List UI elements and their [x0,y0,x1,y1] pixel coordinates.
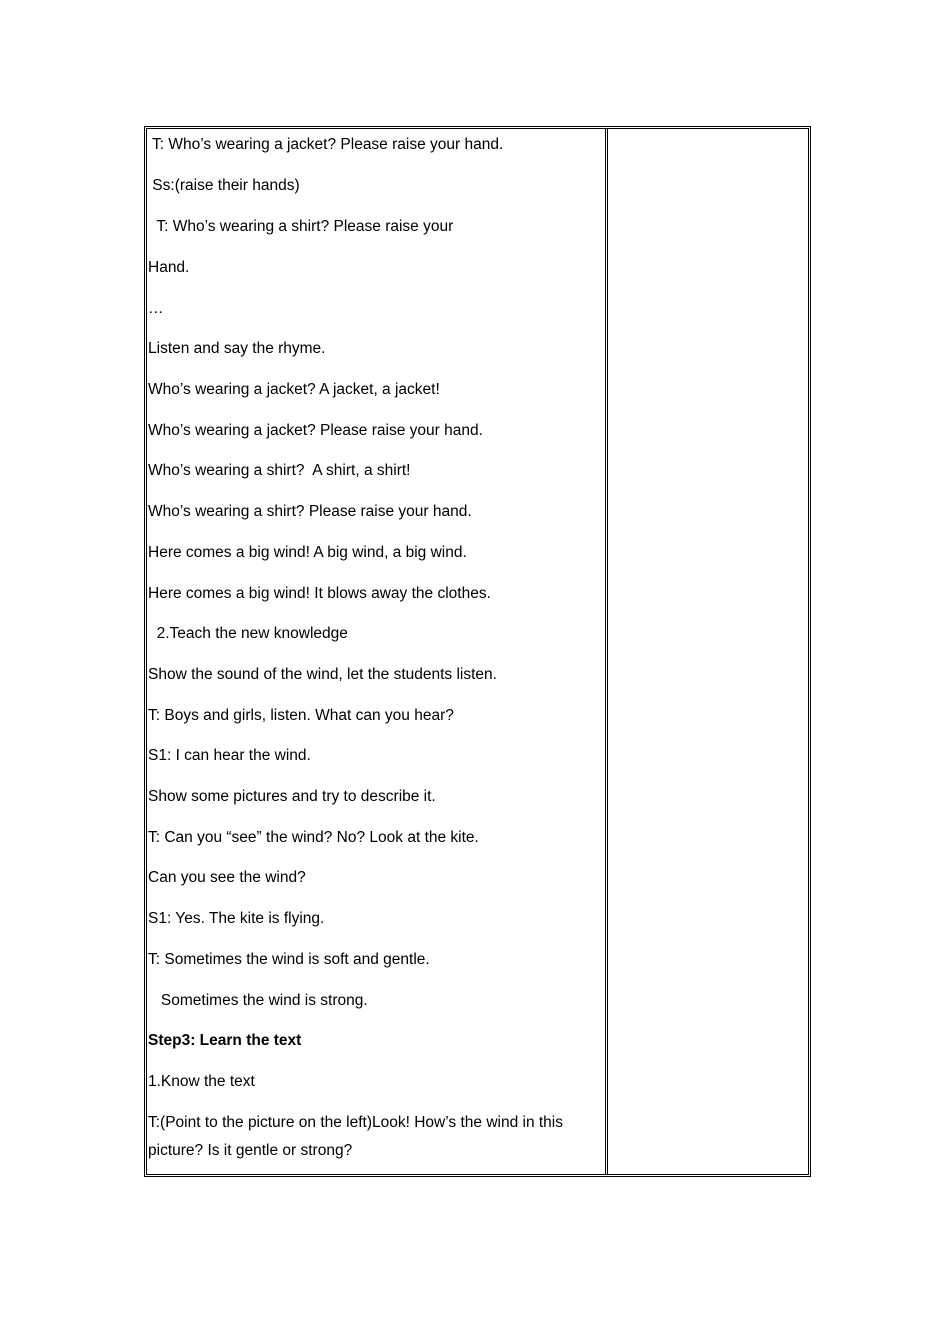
step-heading: Step3: Learn the text [148,1032,302,1049]
text-line: … [148,300,164,317]
text-line: S1: Yes. The kite is flying. [148,910,325,927]
text-line: Show some pictures and try to describe it. [148,788,436,805]
text-line: T: Sometimes the wind is soft and gentle. [148,951,430,968]
lesson-plan-table [144,126,811,1177]
text-line: Who’s wearing a shirt? A shirt, a shirt! [148,462,411,479]
text-line: Sometimes the wind is strong. [148,992,368,1009]
text-line: Who’s wearing a jacket? Please raise your hand. [148,422,483,439]
text-line: T: Boys and girls, listen. What can you hear? [148,707,454,724]
text-line: Who’s wearing a shirt? Please raise your hand. [148,503,472,520]
text-line: 1.Know the text [148,1073,255,1090]
text-line: T: Who’s wearing a shirt? Please raise your [148,218,454,235]
text-line: Ss:(raise their hands) [148,177,300,194]
text-line: Here comes a big wind! It blows away the clothes. [148,585,491,602]
text-line: S1: I can hear the wind. [148,747,311,764]
text-line: T:(Point to the picture on the left)Look! How’s the wind in this [148,1114,563,1131]
text-line: Show the sound of the wind, let the students listen. [148,666,497,683]
notes-cell [609,129,808,1174]
column-divider [605,129,608,1174]
text-line: Hand. [148,259,190,276]
text-line: T: Who’s wearing a jacket? Please raise your hand. [148,136,504,153]
text-line: T: Can you “see” the wind? No? Look at the kite. [148,829,479,846]
text-line: Listen and say the rhyme. [148,340,326,357]
text-line: Here comes a big wind! A big wind, a big wind. [148,544,467,561]
text-line: Can you see the wind? [148,869,306,886]
text-line: 2.Teach the new knowledge [148,625,348,642]
text-line: picture? Is it gentle or strong? [148,1142,353,1159]
text-line: Who’s wearing a jacket? A jacket, a jacket! [148,381,440,398]
